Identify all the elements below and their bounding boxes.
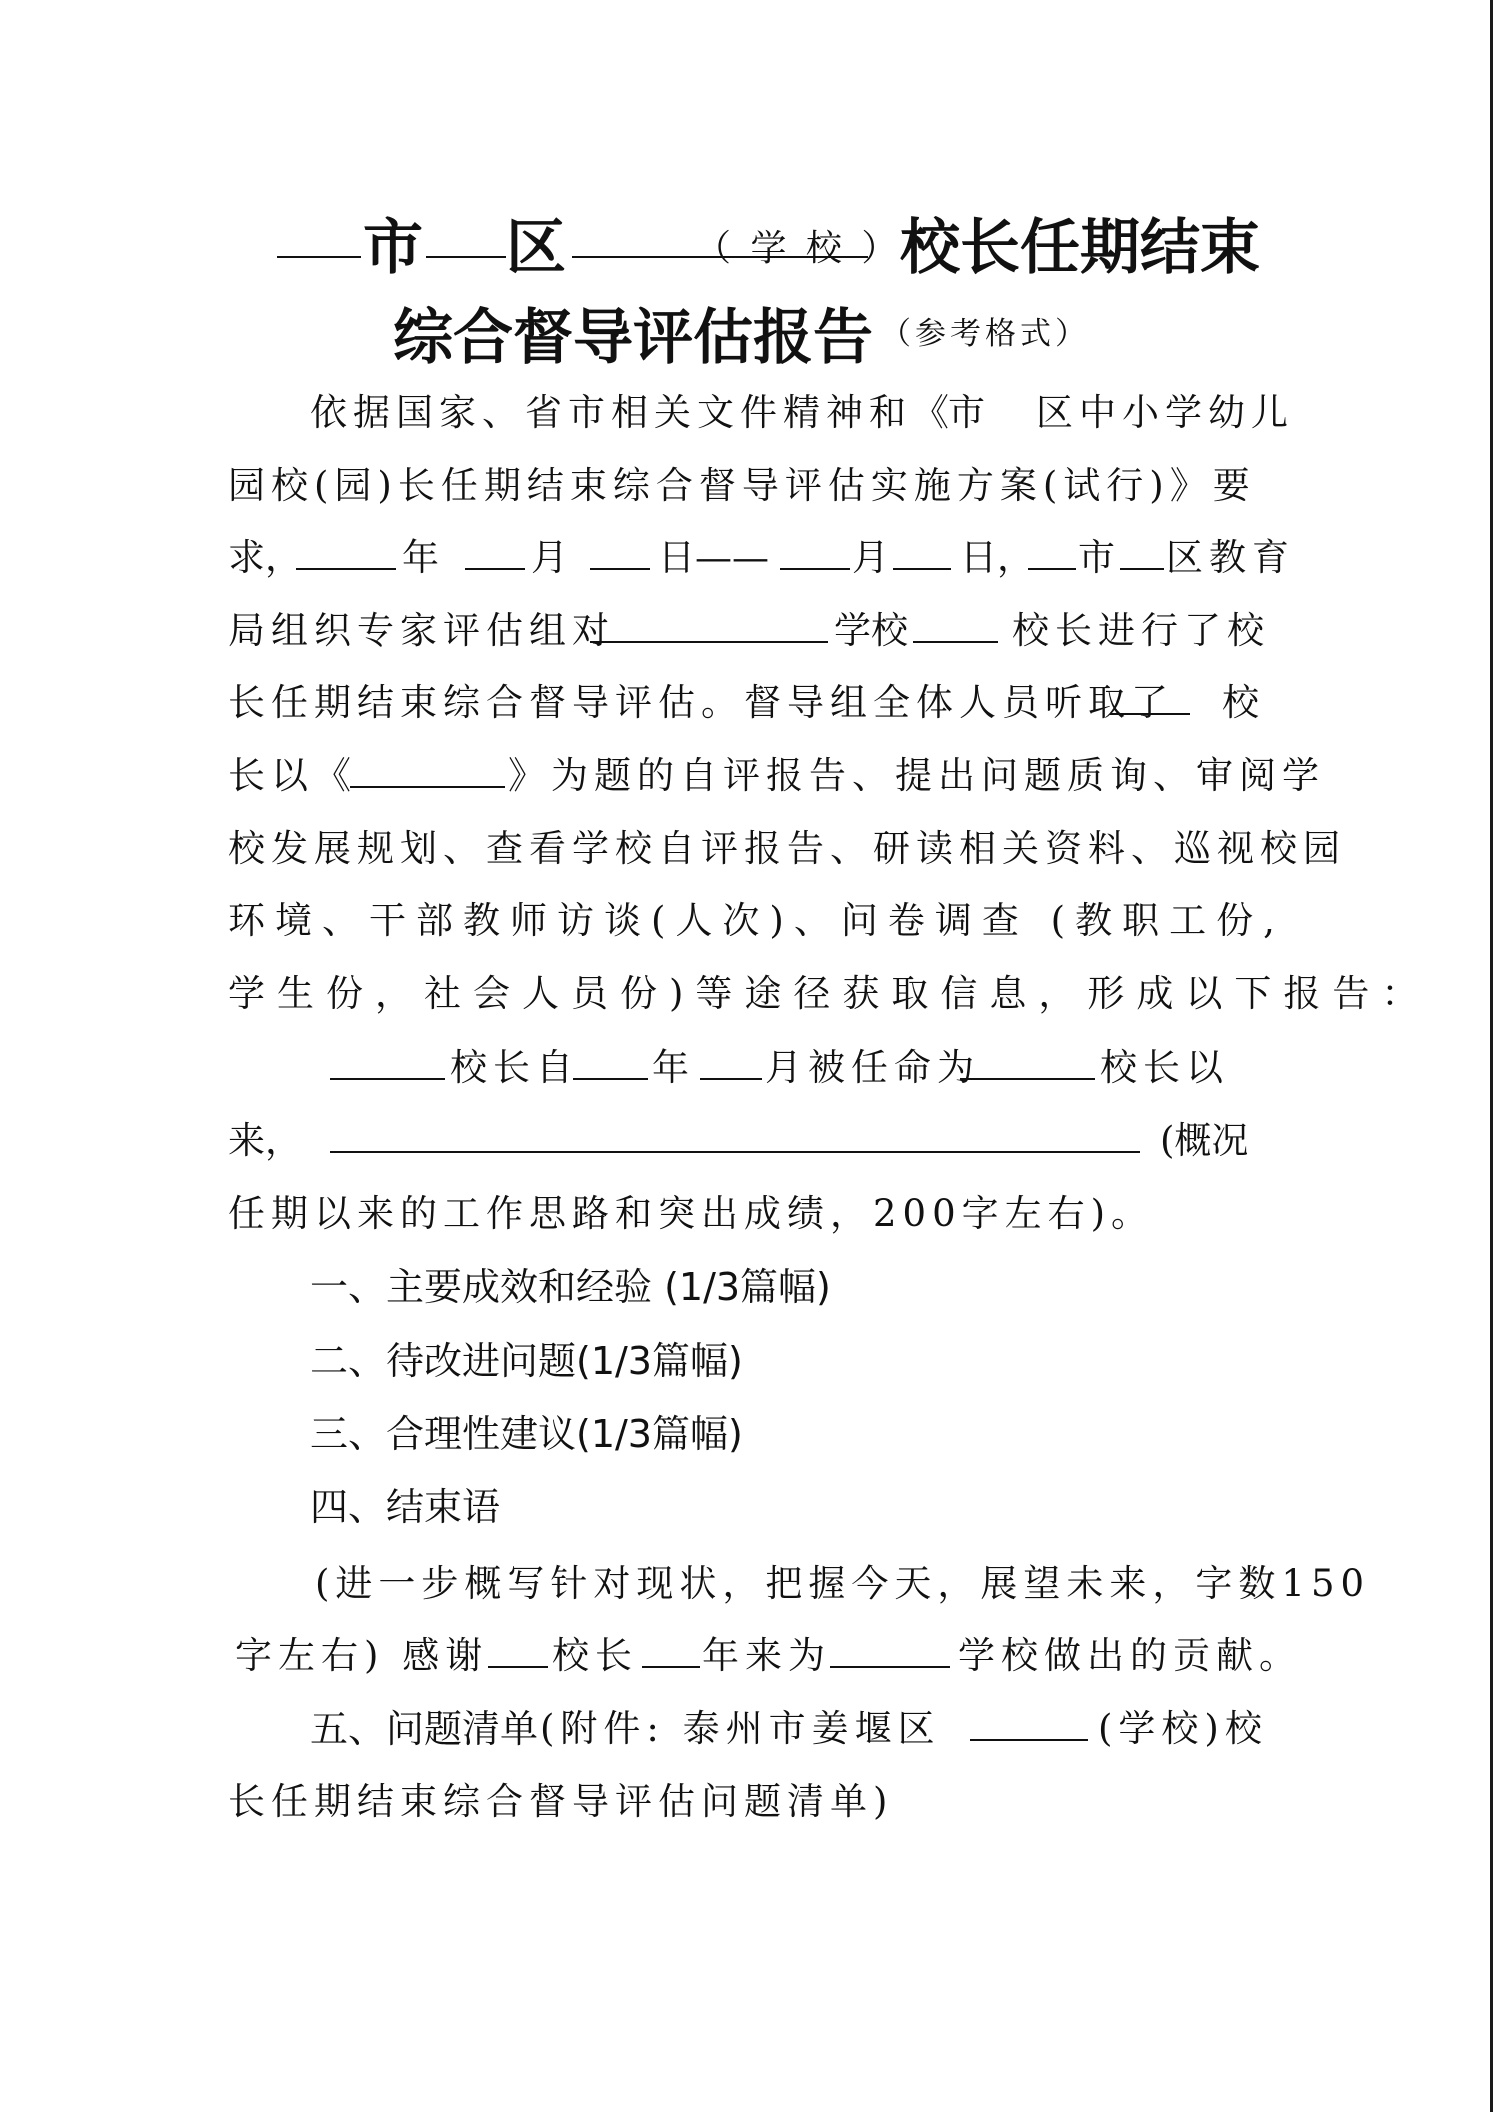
section-heading-3: 三、合理性建议(1/3篇幅) <box>310 1412 743 1456</box>
title-school-label: （ 学 校 ） <box>695 228 902 269</box>
issues-line-2: 长任期结束综合督导评估问题清单) <box>228 1780 894 1823</box>
day-blank-1[interactable] <box>590 568 650 570</box>
title-city-blank[interactable] <box>277 256 361 258</box>
principal-name-blank-3[interactable] <box>330 1078 445 1080</box>
intro-line-1c: 区中小学幼儿 <box>1036 391 1294 434</box>
year-blank[interactable] <box>296 568 396 570</box>
section-heading-2: 二、待改进问题(1/3篇幅) <box>310 1339 743 1383</box>
intro-line-3e: 月 <box>852 536 889 579</box>
intro-line-3b: 年 <box>402 536 439 579</box>
issues-line-1c: (学校)校 <box>1098 1707 1268 1750</box>
intro-line-3c: 月 <box>531 536 568 579</box>
intro-line-3g: 市 <box>1078 536 1115 579</box>
issues-school-blank[interactable] <box>970 1739 1088 1741</box>
intro-line-8: 环境、干部教师访谈(人次)、问卷调查 (教职工份, <box>228 899 1285 942</box>
intro-line-3a: 求， <box>228 536 302 579</box>
title-line1-tail: 校长任期结束 <box>900 213 1260 283</box>
appoint-school-blank[interactable] <box>960 1078 1095 1080</box>
reference-format-note: （参考格式） <box>880 316 1090 352</box>
title-district-blank[interactable] <box>426 256 506 258</box>
closing-line-2c: 年来为 <box>702 1634 831 1677</box>
section-heading-1: 一、主要成效和经验 (1/3篇幅) <box>310 1265 831 1309</box>
intro-line-5b: 校 <box>1222 681 1259 724</box>
city-blank[interactable] <box>1028 568 1076 570</box>
appoint-line-1d: 校长以 <box>1100 1046 1229 1089</box>
appoint-month-blank[interactable] <box>700 1078 762 1080</box>
overview-blank[interactable] <box>330 1151 1140 1153</box>
closing-line-2d: 学校做出的贡献。 <box>958 1634 1302 1677</box>
issues-line-1b: (附件: 泰州市姜堰区 <box>540 1707 941 1750</box>
page-title: 综合督导评估报告 <box>393 303 873 373</box>
intro-line-3h: 区教育 <box>1166 536 1295 579</box>
district-blank[interactable] <box>1120 568 1164 570</box>
intro-line-4b: 学校 <box>834 609 908 652</box>
section-heading-4: 四、结束语 <box>310 1485 501 1529</box>
intro-line-5a: 长任期结束综合督导评估。督导组全体人员听取了 <box>228 681 1174 724</box>
intro-line-3f: 日， <box>960 536 1034 579</box>
closing-principal-blank[interactable] <box>488 1666 548 1668</box>
appoint-line-1b: 年 <box>652 1046 689 1089</box>
closing-school-blank[interactable] <box>830 1666 950 1668</box>
appoint-line-3: 任期以来的工作思路和突出成绩，200字左右)。 <box>228 1192 1155 1235</box>
principal-name-blank-1[interactable] <box>913 641 998 643</box>
closing-line-2a: 字左右) 感谢 <box>235 1634 489 1677</box>
section-heading-5: 五、问题清单 <box>310 1707 539 1751</box>
intro-line-4a: 局组织专家评估组对 <box>228 609 615 652</box>
appoint-line-1c: 月被任命为 <box>765 1046 980 1089</box>
month-blank-1[interactable] <box>465 568 525 570</box>
closing-years-blank[interactable] <box>642 1666 700 1668</box>
intro-line-9: 学生份，社会人员份)等途径获取信息，形成以下报告： <box>228 972 1431 1015</box>
school-name-blank[interactable] <box>590 641 828 643</box>
intro-line-1b: 市 <box>948 391 985 434</box>
intro-line-2: 园校(园)长任期结束综合督导评估实施方案(试行)》要 <box>228 464 1256 507</box>
title-district-label: 区 <box>506 213 566 283</box>
appoint-year-blank[interactable] <box>573 1078 648 1080</box>
appoint-line-1a: 校长自 <box>450 1046 579 1089</box>
day-blank-2[interactable] <box>893 568 951 570</box>
closing-line-2b: 校长 <box>552 1634 638 1677</box>
title-city-label: 市 <box>363 213 423 283</box>
intro-line-3d: 日—— <box>658 536 769 579</box>
intro-line-4c: 校长进行了校 <box>1012 609 1270 652</box>
appoint-line-2a: 来， <box>228 1119 302 1162</box>
intro-line-7: 校发展规划、查看学校自评报告、研读相关资料、巡视校园 <box>228 827 1346 870</box>
principal-name-blank-2[interactable] <box>1110 713 1190 715</box>
intro-line-6a: 长以《 <box>228 754 357 797</box>
closing-line-1: (进一步概写针对现状，把握今天，展望未来，字数150 <box>315 1562 1371 1605</box>
month-blank-2[interactable] <box>780 568 850 570</box>
appoint-line-2b: (概况 <box>1160 1119 1249 1162</box>
intro-line-6b: 》为题的自评报告、提出问题质询、审阅学 <box>508 754 1325 797</box>
intro-line-1a: 依据国家、省市相关文件精神和《 <box>310 391 955 434</box>
report-title-blank[interactable] <box>350 786 505 788</box>
